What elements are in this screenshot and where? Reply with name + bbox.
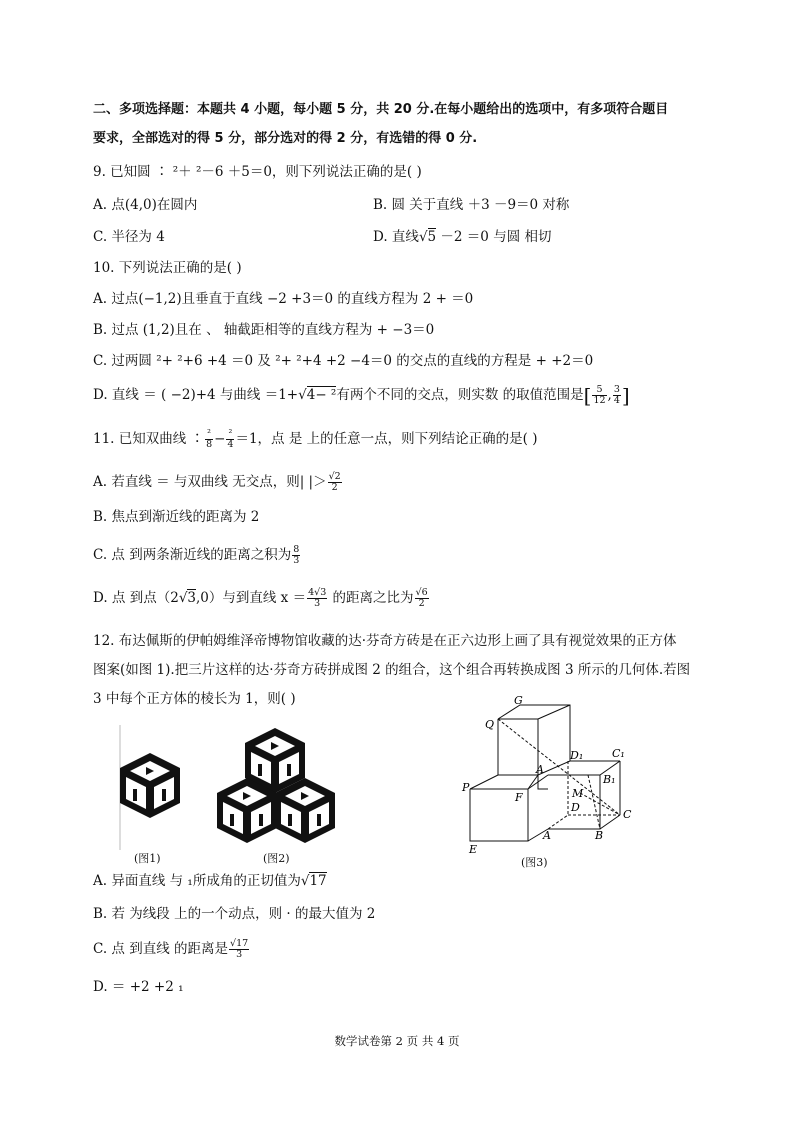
vertex-label-m: M xyxy=(572,787,584,800)
q12-line2: 图案(如图 1).把三片这样的达·芬奇方砖拼成图 2 的组合，这个组合再转换成图 3 所示的几何体.若图 xyxy=(93,662,691,678)
vertex-label-e: E xyxy=(469,843,478,853)
vertex-label-a: A xyxy=(543,829,551,842)
q12-option-b: B. 若 为线段 上的一个动点，则 · 的最大值为 2 xyxy=(93,906,376,922)
vertex-label-b1: B₁ xyxy=(603,773,616,786)
vertex-label-d1: D₁ xyxy=(570,749,584,762)
figure-3-caption: (图3) xyxy=(521,856,548,869)
q12-line3: 3 中每个正方体的棱长为 1，则( ) xyxy=(93,691,296,707)
vertex-label-c1: C₁ xyxy=(612,747,625,760)
q12-option-d: D. ＝ +2 +2 ₁ xyxy=(93,979,184,995)
q12-option-c: C. 点 到直线 的距离是 $\frac{√17}{3}$ xyxy=(93,938,249,960)
figure-1-cube-tile xyxy=(110,725,200,850)
page-footer: 数学试卷第 2 页 共 4 页 xyxy=(334,1034,460,1048)
vertex-label-f: F xyxy=(515,791,523,804)
q9-option-b: B. 圆 关于直线 ＋3 －9＝0 对称 xyxy=(373,197,570,213)
vertex-label-d: D xyxy=(571,801,580,814)
q9-stem: 9. 已知圆 ∶ ²＋ ²－6 ＋5＝0，则下列说法正确的是( ) xyxy=(93,164,422,180)
q11-option-c: C. 点 到两条渐近线的距离之积为 $\frac{8}{3}$ xyxy=(93,544,300,566)
vertex-label-g: G xyxy=(514,694,523,707)
figure-2-three-tiles xyxy=(215,728,345,850)
section-title-line2: 要求，全部选对的得 5 分，部分选对的得 2 分，有选错的得 0 分. xyxy=(93,131,478,146)
q10-option-d: D. 直线 ＝ ( −2)+4 与曲线 ＝1+√4− ²有两个不同的交点，则实数 的取值范围是[ $\frac{5}{12}$ , $\frac{3}{4}$ ] xyxy=(93,383,630,408)
figure-3-solid xyxy=(460,693,640,853)
q10-option-c: C. 过两圆 ²+ ²+6 +4 ＝0 及 ²+ ²+4 +2 −4＝0 的交点的直线的方程是 + +2＝0 xyxy=(93,353,594,369)
section-title-line1: 二、多项选择题：本题共 4 小题，每小题 5 分，共 20 分.在每小题给出的选项中，有多项符合题目 xyxy=(93,102,669,117)
vertex-label-b: B xyxy=(595,829,604,842)
q10-option-b: B. 过点 (1,2)且在 、 轴截距相等的直线方程为 + −3＝0 xyxy=(93,322,435,338)
q10-stem: 10. 下列说法正确的是( ) xyxy=(93,260,242,276)
figure-1-caption: (图1) xyxy=(134,852,161,865)
figure-2-caption: (图2) xyxy=(263,852,290,865)
vertex-label-p: P xyxy=(462,781,470,794)
q9-option-d: D. 直线√5 －2 ＝0 与圆 相切 xyxy=(373,229,552,245)
q11-option-d: D. 点 到点（2√3,0）与到直线 x ＝ $\frac{4√3}{3}$ 的距离之比为 $\frac{√6}{2}$ xyxy=(93,587,428,609)
vertex-label-q: Q xyxy=(485,718,495,731)
q12-line1: 12. 布达佩斯的伊帕姆维泽帝博物馆收藏的达·芬奇方砖是在正六边形上画了具有视觉效果的正方体 xyxy=(93,633,677,649)
figure-3-vertex-labels xyxy=(461,694,632,853)
q11-option-b: B. 焦点到渐近线的距离为 2 xyxy=(93,509,260,525)
q12-option-a: A. 异面直线 与 ₁所成角的正切值为√17 xyxy=(93,873,327,889)
q11-option-a: A. 若直线 ＝ 与双曲线 无交点，则| |＞ $\frac{√2}{2}$ xyxy=(93,471,341,493)
q9-option-c: C. 半径为 4 xyxy=(93,229,165,245)
q9-option-a: A. 点(4,0)在圆内 xyxy=(93,197,198,213)
vertex-label-c: C xyxy=(623,808,632,821)
q11-stem: 11. 已知双曲线 ∶ $\frac{\text{²}}{8}$ − $\frac{\text{²}}{4}$ ＝1，点 是 上的任意一点，则下列结论正确的是( ) xyxy=(93,428,538,450)
vertex-label-a-top: A xyxy=(536,763,544,776)
q10-option-a: A. 过点(−1,2)且垂直于直线 −2 +3＝0 的直线方程为 2 + ＝0 xyxy=(93,291,474,307)
